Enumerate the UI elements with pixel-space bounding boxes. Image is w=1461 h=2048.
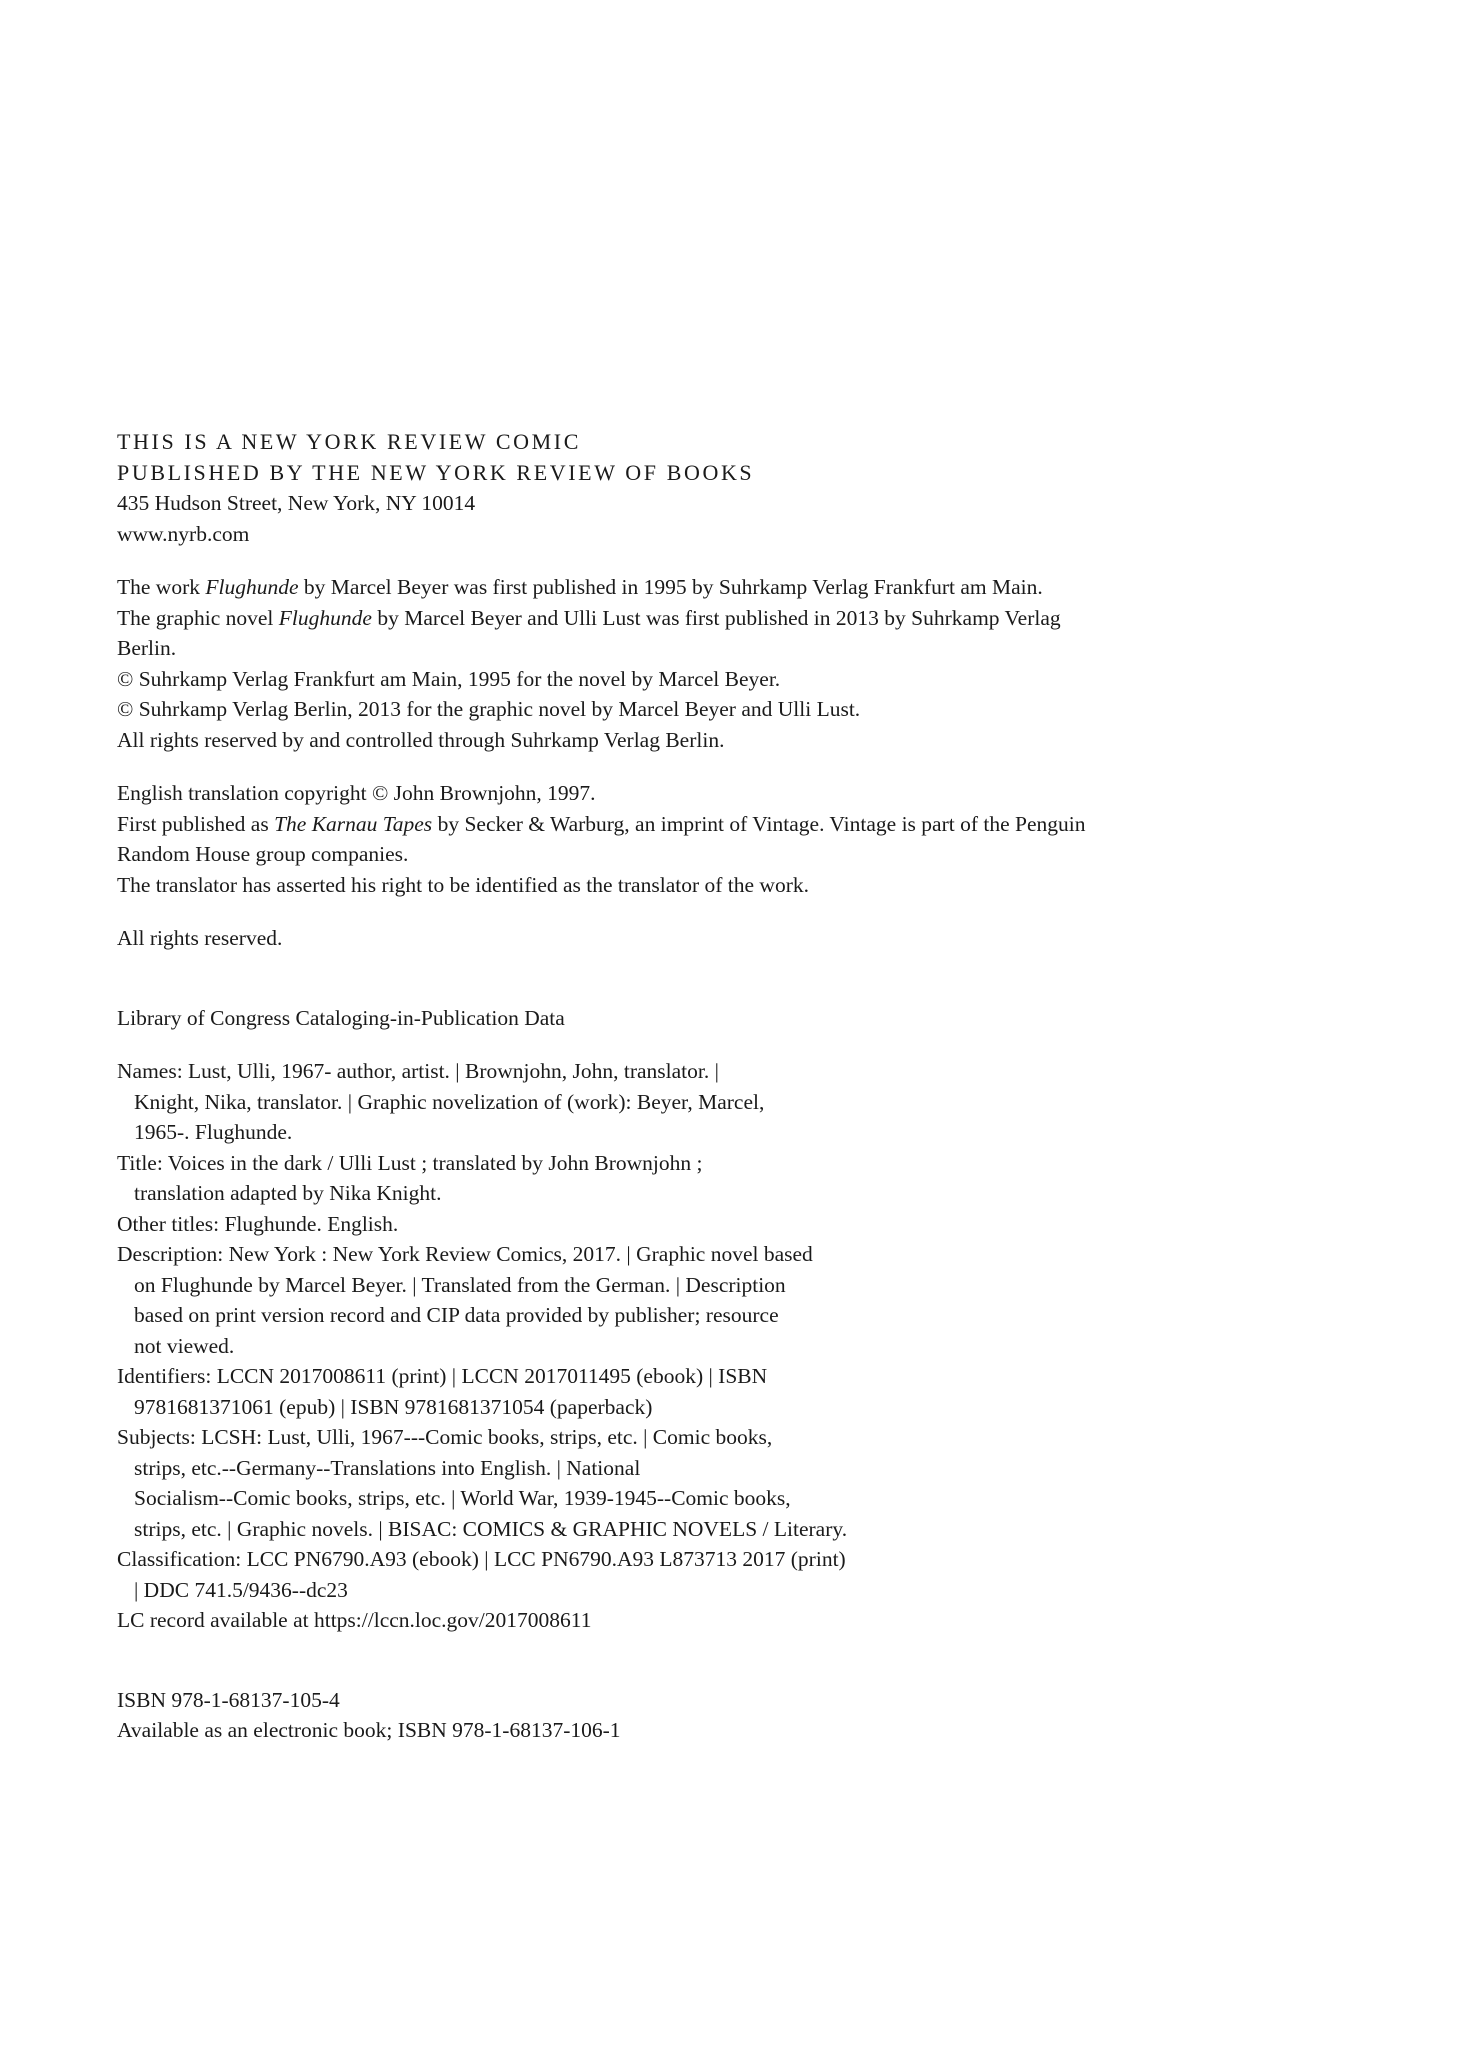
cip-line: Socialism--Comic books, strips, etc. | World War, 1939-1945--Comic books, <box>134 1486 791 1510</box>
translation-block <box>117 778 1297 900</box>
translation-line-4: The translator has asserted his right to be identified as the translator of the work. <box>117 872 809 897</box>
cip-record <box>117 1056 1297 1636</box>
translation-line-2-post: by Secker & Warburg, an imprint of Vintage. Vintage is part of the Penguin <box>432 811 1086 836</box>
isbn-block <box>117 1685 1297 1746</box>
spacer <box>117 1659 1297 1685</box>
cip-heading: Library of Congress Cataloging-in-Publication Data <box>117 1005 565 1030</box>
publisher-line-2: PUBLISHED BY THE NEW YORK REVIEW OF BOOKS <box>117 459 755 485</box>
cip-line: based on print version record and CIP data provided by publisher; resource <box>134 1303 779 1327</box>
origin-line-2-post: by Marcel Beyer and Ulli Lust was first published in 2013 by Suhrkamp Verlag <box>371 605 1061 630</box>
cip-line: Names: Lust, Ulli, 1967- author, artist. | Brownjohn, John, translator. | <box>117 1059 719 1083</box>
origin-line-2 <box>117 603 1297 634</box>
origin-line-2-title: Flughunde <box>278 605 372 630</box>
cip-line: 9781681371061 (epub) | ISBN 9781681371054 (paperback) <box>134 1394 653 1419</box>
cip-line: Other titles: Flughunde. English. <box>117 1211 399 1236</box>
cip-line: Classification: LCC PN6790.A93 (ebook) | LCC PN6790.A93 L873713 2017 (print) <box>117 1547 846 1571</box>
origin-line-2-pre: The graphic novel <box>117 605 279 630</box>
cip-line: not viewed. <box>134 1333 235 1358</box>
translation-line-2-title: The Karnau Tapes <box>274 811 433 836</box>
isbn-print: ISBN 978-1-68137-105-4 <box>117 1687 340 1712</box>
cip-line: Identifiers: LCCN 2017008611 (print) | LCCN 2017011495 (ebook) | ISBN <box>117 1364 768 1388</box>
translation-line-2 <box>117 809 1297 840</box>
cip-line: | DDC 741.5/9436--dc23 <box>134 1577 348 1602</box>
cip-line: translation adapted by Nika Knight. <box>134 1181 442 1205</box>
page-content <box>117 427 1297 1769</box>
cip-line: Knight, Nika, translator. | Graphic novelization of (work): Beyer, Marcel, <box>134 1089 765 1114</box>
rights-reserved: All rights reserved. <box>117 926 283 950</box>
cip-heading-block <box>117 1003 1297 1034</box>
origin-block <box>117 572 1297 755</box>
translation-line-1: English translation copyright © John Brownjohn, 1997. <box>117 781 596 805</box>
isbn-ebook: Available as an electronic book; ISBN 978-1-68137-106-1 <box>117 1718 621 1742</box>
publisher-website: www.nyrb.com <box>117 521 250 546</box>
cip-line: Description: New York : New York Review Comics, 2017. | Graphic novel based <box>117 1242 813 1266</box>
origin-line-1 <box>117 572 1297 603</box>
cip-line: on Flughunde by Marcel Beyer. | Translated from the German. | Description <box>134 1272 786 1297</box>
publisher-block <box>117 427 1297 549</box>
origin-line-1-post: by Marcel Beyer was first published in 1995 by Suhrkamp Verlag Frankfurt am Main. <box>298 575 1043 599</box>
origin-line-5: © Suhrkamp Verlag Berlin, 2013 for the graphic novel by Marcel Beyer and Ulli Lust. <box>117 697 861 721</box>
cip-line: 1965-. Flughunde. <box>134 1120 293 1144</box>
spacer <box>117 977 1297 1003</box>
origin-line-1-pre: The work <box>117 575 206 599</box>
publisher-address: 435 Hudson Street, New York, NY 10014 <box>117 491 476 515</box>
origin-line-4: © Suhrkamp Verlag Frankfurt am Main, 1995 for the novel by Marcel Beyer. <box>117 666 781 691</box>
cip-line: strips, etc.--Germany--Translations into English. | National <box>134 1455 641 1480</box>
origin-line-1-title: Flughunde <box>205 575 299 599</box>
cip-line: strips, etc. | Graphic novels. | BISAC: COMICS & GRAPHIC NOVELS / Literary. <box>134 1516 848 1541</box>
publisher-line-1: THIS IS A NEW YORK REVIEW COMIC <box>117 429 581 454</box>
origin-line-6: All rights reserved by and controlled through Suhrkamp Verlag Berlin. <box>117 727 725 752</box>
cip-line: LC record available at https://lccn.loc.gov/2017008611 <box>117 1608 592 1632</box>
cip-line: Subjects: LCSH: Lust, Ulli, 1967---Comic books, strips, etc. | Comic books, <box>117 1425 773 1449</box>
origin-line-3: Berlin. <box>117 636 177 660</box>
translation-line-2-pre: First published as <box>117 811 275 836</box>
cip-line: Title: Voices in the dark / Ulli Lust ; translated by John Brownjohn ; <box>117 1150 703 1175</box>
rights-block <box>117 923 1297 954</box>
translation-line-3: Random House group companies. <box>117 842 409 866</box>
